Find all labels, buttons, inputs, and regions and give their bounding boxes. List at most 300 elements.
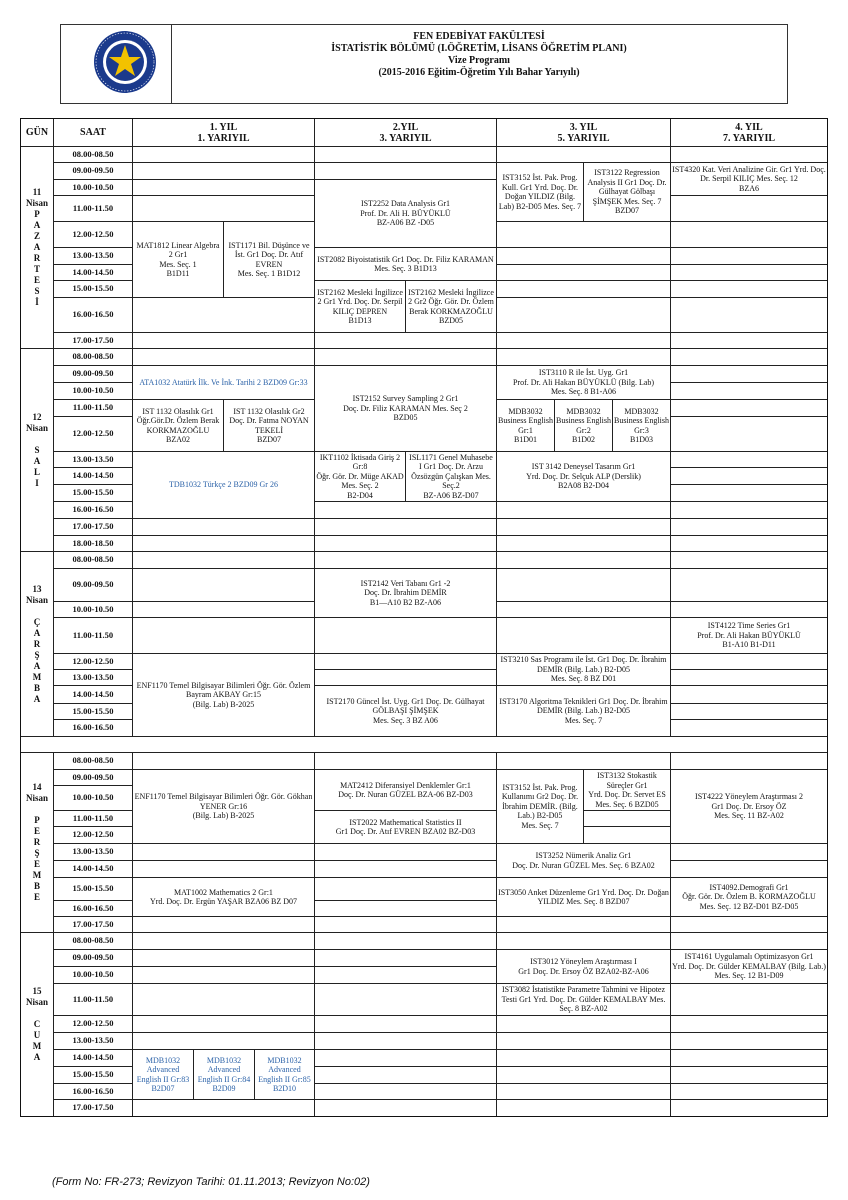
time-slot-text: 17.00-17.50: [72, 334, 114, 345]
exam-block-text: MDB3032 Business English Gr:3 B1D03: [614, 406, 669, 444]
exam-block-text: TDB1032 Türkçe 2 BZD09 Gr 26: [169, 480, 278, 490]
time-slot-text: 08.00-08.50: [72, 755, 114, 766]
empty-cell: [132, 551, 315, 569]
time-slot-text: 11.00-11.50: [72, 993, 114, 1004]
empty-cell: [670, 501, 828, 519]
empty-cell: [132, 348, 315, 366]
exam-block: [496, 365, 671, 400]
empty-cell: [314, 877, 497, 901]
exam-block-text: ENF1170 Temel Bilgisayar Bilimleri Öğr. Gör. Özlem Bayram AKBAY Gr:15 (Bilg. Lab) B-2025: [136, 680, 311, 709]
exam-block-text: IST3110 R ile İst. Uyg. Gr1 Prof. Dr. Ali Hakan BÜYÜKLÜ (Bilg. Lab) Mes. Seç. 8 B1-A06: [512, 368, 655, 397]
time-slot: [53, 280, 133, 298]
empty-cell: [132, 297, 315, 333]
time-slot: [53, 617, 133, 654]
exam-block: [223, 221, 315, 298]
time-slot: [53, 826, 133, 844]
exam-block: [193, 1049, 255, 1100]
time-slot: [53, 399, 133, 417]
time-slot-text: 15.00-15.50: [72, 283, 114, 294]
time-slot: [53, 916, 133, 933]
empty-cell: [496, 146, 671, 163]
day-label-text: 11 Nisan P A Z A R T E S İ: [25, 187, 48, 307]
exam-block-text: ATA1032 Atatürk İlk. Ve İnk. Tarihi 2 BZD09 Gr:33: [139, 377, 308, 387]
empty-cell: [496, 264, 671, 281]
empty-cell: [132, 162, 315, 180]
time-slot: [53, 860, 133, 878]
empty-cell: [670, 685, 828, 704]
exam-block: [583, 162, 671, 222]
exam-block: [314, 365, 497, 452]
header-year-2-text: 2.YIL 3. YARIYIL: [379, 121, 432, 144]
empty-cell: [314, 932, 497, 950]
empty-cell: [670, 983, 828, 1016]
empty-cell: [314, 1032, 497, 1050]
day-label: [20, 551, 54, 737]
day-label-text: 15 Nisan C U M A: [25, 986, 48, 1062]
empty-cell: [132, 617, 315, 654]
time-slot: [53, 484, 133, 502]
time-slot: [53, 264, 133, 281]
empty-cell: [670, 752, 828, 770]
time-slot-text: 12.00-12.50: [72, 428, 114, 439]
exam-block: [314, 769, 497, 811]
exam-block-text: IST3132 Stokastik Süreçler Gr1 Yrd. Doç. Dr. Servet ES Mes. Seç. 6 BZD05: [588, 771, 666, 809]
empty-cell: [670, 1049, 828, 1067]
time-slot: [53, 1015, 133, 1033]
exam-block: [496, 949, 671, 984]
empty-cell: [496, 1066, 671, 1084]
time-slot-text: 10.00-10.50: [72, 181, 114, 192]
day-label-text: 12 Nisan S A L I: [25, 411, 48, 488]
empty-cell: [496, 247, 671, 265]
empty-cell: [496, 568, 671, 602]
time-slot: [53, 568, 133, 602]
empty-cell: [496, 551, 671, 569]
exam-block: [132, 365, 315, 400]
time-slot-text: 13.00-13.50: [72, 1035, 114, 1046]
time-slot: [53, 703, 133, 720]
empty-cell: [670, 195, 828, 222]
time-slot-text: 17.00-17.50: [72, 918, 114, 929]
exam-block-text: IST4092.Demografi Gr1 Öğr. Gör. Dr. Özlem B. KORMAZOĞLU Mes. Seç. 12 BZ-D01 BZ-D05: [682, 882, 816, 911]
exam-block: [583, 769, 671, 811]
exam-block-text: IST2142 Veri Tabanı Gr1 -2 Doç. Dr. İbrahim DEMİR B1—A10 B2 BZ-A06: [360, 578, 451, 607]
empty-cell: [314, 535, 497, 552]
empty-cell: [496, 1083, 671, 1100]
exam-block: [132, 221, 224, 298]
time-slot-text: 18.00-18.50: [72, 537, 114, 548]
time-slot-text: 12.00-12.50: [72, 228, 114, 239]
empty-cell: [132, 195, 315, 222]
empty-cell: [314, 617, 497, 654]
exam-block-text: MDB1032 Advanced English II Gr:83 B2D07: [136, 1055, 190, 1093]
header-day: [20, 118, 54, 147]
time-slot: [53, 467, 133, 485]
time-slot: [53, 752, 133, 770]
time-slot: [53, 900, 133, 917]
exam-block-text: IST2162 Mesleki İngilizce 2 Gr2 Öğr. Gör. Dr. Özlem Berak KORKMAZOĞLU BZD05: [408, 287, 494, 325]
time-slot: [53, 877, 133, 901]
time-slot: [53, 348, 133, 366]
exam-block-text: IST2170 Güncel İst. Uyg. Gr1 Doç. Dr. Gülhayat GÖLBAŞI ŞİMŞEK Mes. Seç. 3 BZ A06: [326, 696, 485, 725]
exam-block-text: IST2022 Mathematical Statistics II Gr1 Doç. Dr. Atıf EVREN BZA02 BZ-D03: [335, 817, 476, 836]
empty-cell: [670, 247, 828, 265]
time-slot-text: 14.00-14.50: [72, 266, 114, 277]
time-slot: [53, 949, 133, 967]
exam-block: [670, 769, 828, 844]
empty-cell: [314, 916, 497, 933]
time-slot-text: 15.00-15.50: [72, 487, 114, 498]
time-slot: [53, 451, 133, 468]
time-slot-text: 10.00-10.50: [72, 792, 114, 803]
exam-block-text: IST3252 Nümerik Analiz Gr1 Doç. Dr. Nuran GÜZEL Mes. Seç. 6 BZA02: [512, 851, 655, 870]
empty-cell: [670, 348, 828, 366]
exam-block: [132, 399, 224, 452]
exam-block-text: IST2252 Data Analysis Gr1 Prof. Dr. Ali H. BÜYÜKLÜ BZ-A06 BZ -D05: [360, 199, 451, 228]
empty-cell: [314, 669, 497, 686]
time-slot: [53, 1049, 133, 1067]
exam-block-text: MAT1812 Linear Algebra 2 Gr1 Mes. Seç. 1 B1D11: [136, 240, 220, 278]
time-slot-text: 14.00-14.50: [72, 688, 114, 699]
exam-block-text: MAT1002 Mathematics 2 Gr:1 Yrd. Doç. Dr. Ergün YAŞAR BZA06 BZ D07: [149, 887, 298, 906]
exam-block-text: IST3082 İstatistikte Parametre Tahmini ve Hipotez Testi Gr1 Yrd. Doç. Dr. Gülder KEMALBAY Mes. Seç. 8 BZ-A02: [501, 985, 666, 1014]
time-slot: [53, 1032, 133, 1050]
empty-cell: [670, 719, 828, 737]
empty-cell: [314, 653, 497, 670]
empty-cell: [132, 860, 315, 878]
empty-cell: [670, 221, 828, 248]
title-line: İSTATİSTİK BÖLÜMÜ (I.ÖĞRETİM, LİSANS ÖĞRETİM PLANI): [331, 43, 627, 54]
empty-cell: [670, 484, 828, 502]
time-slot: [53, 382, 133, 400]
time-slot-text: 15.00-15.50: [72, 883, 114, 894]
empty-cell: [314, 348, 497, 366]
exam-block: [496, 451, 671, 502]
empty-cell: [670, 843, 828, 861]
empty-cell: [314, 1099, 497, 1117]
empty-cell: [314, 551, 497, 569]
time-slot: [53, 810, 133, 827]
empty-cell: [670, 860, 828, 878]
exam-block: [496, 769, 584, 844]
empty-cell: [670, 382, 828, 400]
empty-cell: [132, 1015, 315, 1033]
title-line: (2015-2016 Eğitim-Öğretim Yılı Bahar Yarıyılı): [378, 67, 580, 78]
header-year-1-text: 1. YIL 1. YARIYIL: [197, 121, 250, 144]
exam-block-text: IST1171 Bil. Düşünce ve İst. Gr1 Doç. Dr. Atıf EVREN Mes. Seç. 1 B1D12: [228, 240, 310, 278]
empty-cell: [670, 467, 828, 485]
empty-cell: [496, 1049, 671, 1067]
empty-cell: [314, 860, 497, 878]
time-slot-text: 11.00-11.50: [72, 629, 114, 640]
time-slot-text: 10.00-10.50: [72, 385, 114, 396]
header-time-text: SAAT: [80, 127, 106, 138]
empty-cell: [132, 146, 315, 163]
empty-cell: [132, 949, 315, 967]
time-slot-text: 13.00-13.50: [72, 671, 114, 682]
exam-block: [496, 983, 671, 1016]
exam-block-text: IST4320 Kat. Veri Analizine Gir. Gr1 Yrd. Doç. Dr. Serpil KILIÇ Mes. Seç. 12 BZA6: [672, 164, 826, 193]
header-year-1: [132, 118, 315, 147]
exam-block: [314, 685, 497, 737]
empty-cell: [314, 332, 497, 349]
time-slot: [53, 843, 133, 861]
time-slot: [53, 416, 133, 452]
exam-block-text: IST3152 İst. Pak. Prog. Kull. Gr1 Yrd. Doç. Dr. Doğan YILDIZ (Bilg. Lab) B2-D05 Mes. Seç. 7: [498, 173, 582, 211]
empty-cell: [314, 501, 497, 519]
time-slot: [53, 983, 133, 1016]
exam-block-text: MAT2412 Diferansiyel Denklemler Gr:1 Doç. Dr. Nuran GÜZEL BZA-06 BZ-D03: [338, 780, 473, 799]
time-slot: [53, 179, 133, 196]
empty-cell: [670, 451, 828, 468]
empty-cell: [670, 703, 828, 720]
time-slot-text: 17.00-17.50: [72, 521, 114, 532]
empty-cell: [314, 1015, 497, 1033]
header-day-text: GÜN: [25, 127, 49, 138]
header-year-3: [496, 118, 671, 147]
exam-block: [223, 399, 315, 452]
empty-cell: [496, 916, 671, 933]
empty-cell: [496, 501, 671, 519]
day-label-text: 14 Nisan P E R Ş E M B E: [25, 782, 48, 902]
exam-block-text: ISL1171 Genel Muhasebe I Gr1 Doç. Dr. Arzu Özsözgün Çalışkan Mes. Seç.2 BZ-A06 BZ-D07: [409, 452, 493, 500]
empty-cell: [132, 568, 315, 602]
empty-cell: [132, 932, 315, 950]
empty-cell: [314, 843, 497, 861]
exam-block-text: IST2152 Survey Sampling 2 Gr1 Doç. Dr. Filiz KARAMAN Mes. Seç 2 BZD05: [343, 394, 468, 423]
time-slot: [53, 195, 133, 222]
empty-cell: [132, 518, 315, 536]
time-slot: [53, 966, 133, 984]
empty-cell: [132, 179, 315, 196]
time-slot-text: 08.00-08.50: [72, 554, 114, 565]
exam-block: [132, 769, 315, 844]
exam-block: [496, 843, 671, 878]
exam-block-text: IST4222 Yöneylem Araştırması 2 Gr1 Doç. Dr. Ersoy ÖZ Mes. Seç. 11 BZ-A02: [695, 792, 803, 821]
day-label-text: 13 Nisan Ç A R Ş A M B A: [25, 583, 48, 704]
time-slot: [53, 785, 133, 811]
time-slot: [53, 653, 133, 670]
header-year-4: [670, 118, 828, 147]
empty-cell: [132, 916, 315, 933]
empty-cell: [132, 535, 315, 552]
header-time: [53, 118, 133, 147]
time-slot-text: 11.00-11.50: [72, 402, 114, 413]
time-slot: [53, 719, 133, 737]
time-slot: [53, 247, 133, 265]
exam-block-text: IST 1132 Olasılık Gr2 Doç. Dr. Fatma NOYAN TEKELİ BZD07: [229, 406, 309, 444]
exam-block-text: IST4161 Uygulamalı Optimizasyon Gr1 Yrd. Doç. Dr. Gülder KEMALBAY (Bilg. Lab.) Mes. Seç. 12 B1-D09: [672, 952, 826, 981]
time-slot-text: 08.00-08.50: [72, 148, 114, 159]
time-slot-text: 12.00-12.50: [72, 655, 114, 666]
day-label: [20, 752, 54, 933]
time-slot-text: 13.00-13.50: [72, 250, 114, 261]
empty-cell: [496, 348, 671, 366]
empty-cell: [314, 162, 497, 180]
empty-cell: [314, 966, 497, 984]
empty-cell: [314, 900, 497, 917]
empty-cell: [314, 146, 497, 163]
time-slot: [53, 501, 133, 519]
exam-block: [132, 653, 315, 737]
empty-cell: [496, 932, 671, 950]
time-slot-text: 16.00-16.50: [72, 309, 114, 320]
time-slot-text: 16.00-16.50: [72, 902, 114, 913]
empty-cell: [314, 1049, 497, 1067]
exam-block-text: ENF1170 Temel Bilgisayar Bilimleri Öğr. Gör. Gökhan YENER Gr:16 (Bilg. Lab) B-2025: [134, 792, 313, 821]
exam-block: [314, 568, 497, 618]
day-label: [20, 932, 54, 1117]
empty-cell: [132, 601, 315, 618]
time-slot: [53, 1083, 133, 1100]
empty-cell: [670, 365, 828, 383]
empty-cell: [314, 1066, 497, 1084]
exam-block: [314, 247, 497, 281]
empty-cell: [314, 518, 497, 536]
exam-block: [496, 399, 555, 452]
exam-block: [670, 617, 828, 654]
exam-block: [670, 877, 828, 917]
time-slot: [53, 535, 133, 552]
time-slot: [53, 332, 133, 349]
exam-block-text: IST4122 Time Series Gr1 Prof. Dr. Ali Hakan BÜYÜKLÜ B1-A10 B1-D11: [697, 621, 801, 650]
empty-cell: [132, 983, 315, 1016]
exam-block-text: IST2082 Biyoistatistik Gr1 Doç. Dr. Filiz KARAMAN Mes. Seç. 3 B1D13: [317, 254, 494, 273]
empty-cell: [670, 932, 828, 950]
exam-block: [670, 949, 828, 984]
exam-block-text: MDB1032 Advanced English II Gr:85 B2D10: [258, 1055, 311, 1093]
time-slot-text: 13.00-13.50: [72, 846, 114, 857]
time-slot: [53, 769, 133, 786]
exam-block-text: IST 1132 Olasılık Gr1 Öğr.Gör.Dr. Özlem Berak KORKMAZOĞLU BZA02: [136, 406, 220, 444]
exam-block: [132, 451, 315, 519]
empty-cell: [670, 1015, 828, 1033]
title-line: Vize Programı: [448, 55, 510, 66]
empty-cell: [314, 983, 497, 1016]
empty-cell: [496, 280, 671, 298]
exam-block: [496, 162, 584, 222]
exam-block-text: MDB1032 Advanced English II Gr:84 B2D09: [197, 1055, 251, 1093]
exam-block: [554, 399, 613, 452]
time-slot-text: 16.00-16.50: [72, 504, 114, 515]
empty-cell: [670, 416, 828, 452]
time-slot-text: 15.00-15.50: [72, 1069, 114, 1080]
time-slot: [53, 932, 133, 950]
empty-cell: [496, 221, 671, 248]
exam-block-text: IST3170 Algoritma Teknikleri Gr1 Doç. Dr. İbrahim DEMİR (Bilg. Lab.) B2-D05 Mes. Seç. 7: [499, 696, 668, 725]
empty-cell: [670, 332, 828, 349]
empty-cell: [132, 843, 315, 861]
time-slot: [53, 365, 133, 383]
empty-cell: [670, 916, 828, 933]
exam-block-text: IST3012 Yöneylem Araştırması I Gr1 Doç. Dr. Ersoy ÖZ BZA02-BZ-A06: [518, 957, 649, 976]
exam-block-text: IST3210 Sas Programı ile İst. Gr1 Doç. Dr. İbrahim DEMİR (Bilg. Lab.) B2-D05 Mes. Seç. 8 BZ D01: [500, 655, 667, 684]
time-slot-text: 08.00-08.50: [72, 351, 114, 362]
exam-block-text: IKT1102 İktisada Giriş 2 Gr:8 Öğr. Gör. Dr. Müge AKAD Mes. Seç. 2 B2-D04: [316, 452, 404, 500]
time-slot-text: 14.00-14.50: [72, 863, 114, 874]
time-slot-text: 09.00-09.50: [72, 368, 114, 379]
time-slot-text: 12.00-12.50: [72, 829, 114, 840]
exam-block-text: IST3152 İst. Pak. Prog. Kullanımı Gr2 Doç. Dr. İbrahim DEMİR. (Bilg. Lab.) B2-D05 Mes. Seç. 7: [501, 782, 579, 830]
time-slot-text: 16.00-16.50: [72, 1085, 114, 1096]
time-slot-text: 14.00-14.50: [72, 470, 114, 481]
exam-block-text: IST2162 Mesleki İngilizce 2 Gr1 Yrd. Doç. Dr. Serpil KILIÇ DEPREN B1D13: [317, 287, 403, 325]
exam-block-text: IST 3142 Deneysel Tasarım Gr1 Yrd. Doç. Dr. Selçuk ALP (Derslik) B2A08 B2-D04: [526, 462, 641, 491]
empty-cell: [670, 146, 828, 163]
time-slot-text: 09.00-09.50: [72, 771, 114, 782]
time-slot-text: 16.00-16.50: [72, 722, 114, 733]
time-slot: [53, 669, 133, 686]
empty-cell: [670, 399, 828, 417]
empty-cell: [496, 1032, 671, 1050]
time-slot: [53, 162, 133, 180]
time-slot-text: 10.00-10.50: [72, 969, 114, 980]
time-slot: [53, 551, 133, 569]
empty-cell: [670, 669, 828, 686]
time-slot-text: 11.00-11.50: [72, 202, 114, 213]
time-slot-text: 08.00-08.50: [72, 935, 114, 946]
day-label: [20, 348, 54, 552]
time-slot: [53, 1099, 133, 1117]
time-slot-text: 09.00-09.50: [72, 952, 114, 963]
exam-block: [405, 280, 497, 333]
exam-block: [612, 399, 671, 452]
time-slot: [53, 685, 133, 704]
empty-cell: [496, 518, 671, 536]
empty-cell: [670, 601, 828, 618]
empty-cell: [496, 535, 671, 552]
empty-cell: [496, 601, 671, 618]
empty-cell: [314, 752, 497, 770]
exam-block: [496, 877, 671, 917]
empty-cell: [132, 1099, 315, 1117]
time-slot: [53, 297, 133, 333]
empty-cell: [132, 332, 315, 349]
exam-block: [670, 162, 828, 196]
time-slot-text: 09.00-09.50: [72, 579, 114, 590]
exam-block: [132, 1049, 194, 1100]
title-line: FEN EDEBİYAT FAKÜLTESİ: [413, 31, 545, 42]
empty-cell: [314, 949, 497, 967]
empty-cell: [670, 297, 828, 333]
exam-block: [496, 653, 671, 686]
header-year-4-text: 4. YIL 7. YARIYIL: [722, 121, 776, 144]
empty-cell: [670, 653, 828, 670]
time-slot-text: 10.00-10.50: [72, 603, 114, 614]
exam-block: [314, 179, 497, 248]
exam-block: [254, 1049, 315, 1100]
empty-cell: [670, 280, 828, 298]
time-slot: [53, 601, 133, 618]
time-slot-text: 17.00-17.50: [72, 1102, 114, 1113]
empty-cell: [670, 1099, 828, 1117]
empty-cell: [496, 297, 671, 333]
time-slot-text: 09.00-09.50: [72, 165, 114, 176]
empty-cell: [132, 752, 315, 770]
empty-cell: [670, 1032, 828, 1050]
empty-cell: [670, 264, 828, 281]
time-slot: [53, 518, 133, 536]
empty-cell: [670, 535, 828, 552]
exam-block: [405, 451, 497, 502]
exam-block-text: IST3050 Anket Düzenleme Gr1 Yrd. Doç. Dr. Doğan YILDIZ Mes. Seç. 8 BZD07: [498, 887, 669, 906]
time-slot: [53, 221, 133, 248]
exam-block: [496, 685, 671, 737]
exam-block: [314, 810, 497, 844]
exam-block: [314, 280, 406, 333]
exam-block-text: IST3122 Regression Analysis II Gr1 Doç. Dr. Gülhayat Gölbaşı ŞİMŞEK Mes. Seç. 7 BZD07: [587, 168, 667, 216]
empty-cell: [496, 1015, 671, 1033]
